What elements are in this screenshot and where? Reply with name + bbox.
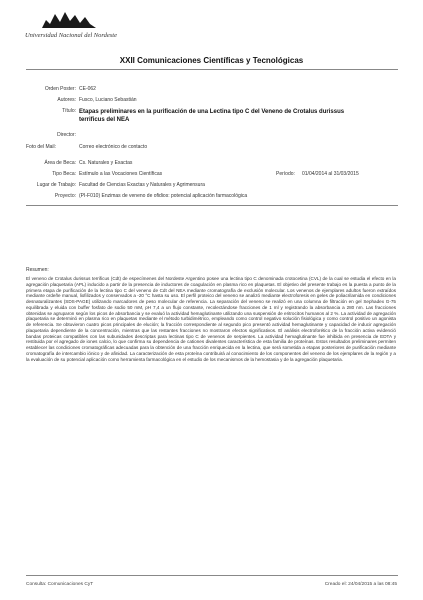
email-value[interactable]: Correo electrónico de contacto <box>79 144 148 150</box>
footer-created-date: Creado el: 24/04/2015 a las 08:45 <box>324 582 397 587</box>
periodo-value: 01/04/2014 al 31/03/2015 <box>302 171 359 177</box>
divider <box>26 575 398 576</box>
tipo-beca-value: Estímulo a las Vocaciones Científicas <box>79 171 163 177</box>
director-label: Director: <box>57 132 76 138</box>
lugar-value: Facultad de Ciencias Exactas y Naturales y Agrimensura <box>79 182 205 188</box>
orden-value: CE-062 <box>79 86 96 92</box>
periodo-label: Período: <box>276 171 295 177</box>
proyecto-value: (PI-F010) Enzimas de veneno de ofidios: potencial aplicación farmacológica <box>79 193 248 199</box>
area-value: Cs. Naturales y Exactas <box>79 160 133 166</box>
tipo-beca-label: Tipo Beca: <box>52 171 76 177</box>
resumen-title: Resumen: <box>26 267 49 273</box>
orden-label: Orden Poster: <box>44 86 76 92</box>
titulo-value: Etapas preliminares en la purificación de una Lectina tipo C del Veneno de Crotalus durissus terrificus del NEA <box>79 109 345 123</box>
email-label: Foto del Mail: <box>26 144 57 150</box>
autores-label: Autores: <box>57 97 76 103</box>
lugar-label: Lugar de Trabajo: <box>36 182 76 188</box>
autores-value: Fusco, Luciano Sebastián <box>79 97 137 103</box>
titulo-label: Título: <box>62 108 76 114</box>
page-title: XXII Comunicaciones Científicas y Tecnológicas <box>119 56 304 65</box>
proyecto-label: Proyecto: <box>54 193 76 199</box>
footer-source: Consulta: Comunicaciones CyT <box>26 582 94 587</box>
university-logo <box>16 8 126 48</box>
area-label: Área de Beca: <box>44 160 76 166</box>
divider <box>26 69 398 70</box>
university-name: Universidad Nacional del Nordeste <box>24 32 117 39</box>
divider <box>26 205 398 206</box>
resumen-text: El veneno de Crotalus durissus terrificus (Cdt) de especímenes del Nordeste Argentino posee una lectina tipo C denominada crotocetina (CVL) de la cual se estudia el efecto en la agregación plaquetaria (APL) inducido a partir de la presencia de inductores de coagulación en plasma rico en plaquetas. El objetivo del presente trabajo es la puesta a punto de la primera etapa de purificación de la lectina tipo C del veneno de Cdt del NEA mediante cromatografía de exclusión molecular. Los venenos de ejemplares adultos fueron extraídos mediante ordeñe manual, liofilizados y conservados a -20 °C hasta su uso. El perfil proteico del veneno se analizó mediante electroforesis en geles de poliacrilamida en condiciones desnaturalizantes (SDS-PAGE) utilizando marcadores de peso molecular de referencia. La separación del veneno se realizó en una columna de filtración en gel Sephadex G-75 equilibrada y eluida con buffer fosfato de sodio 50 mM, pH 7,4 a un flujo constante, recolectándose fracciones de 1 ml y registrando la absorbancia a 280 nm. Las fracciones obtenidas se agruparon según los picos de absorbancia y se evaluó la actividad hemaglutinante utilizando una suspensión de eritrocitos humanos al 2 %. La actividad de agregación plaquetaria se determinó en plasma rico en plaquetas mediante el método turbidimétrico, empleando como control negativo solución fisiológica y como control positivo un agonista de referencia. Se obtuvieron cuatro picos principales de elución; la fracción correspondiente al segundo pico presentó actividad hemaglutinante y capacidad de inducir agregación plaquetaria dependiente de la concentración, mientras que las restantes fracciones no mostraron efectos significativos. El análisis electroforético de la fracción activa evidenció bandas proteicas compatibles con las subunidades descriptas para lectinas tipo C de venenos de serpientes. La actividad hemaglutinante fue inhibida en presencia de EDTA y restituida por el agregado de iones calcio, lo que confirma su dependencia de cationes divalentes característica de esta familia de proteínas. Estos resultados preliminares permiten establecer las condiciones cromatográficas adecuadas para la obtención de una fracción enriquecida en la lectina, que será sometida a etapas posteriores de purificación mediante cromatografía de intercambio iónico y de afinidad. La caracterización de esta proteína contribuirá al conocimiento de los componentes del veneno de los ejemplares de la región y a la evaluación de su potencial aplicación como herramienta farmacológica en el estudio de los mecanismos de la hemostasia y de la agregación plaquetaria. <box>26 276 396 362</box>
crest-icon <box>40 8 98 30</box>
